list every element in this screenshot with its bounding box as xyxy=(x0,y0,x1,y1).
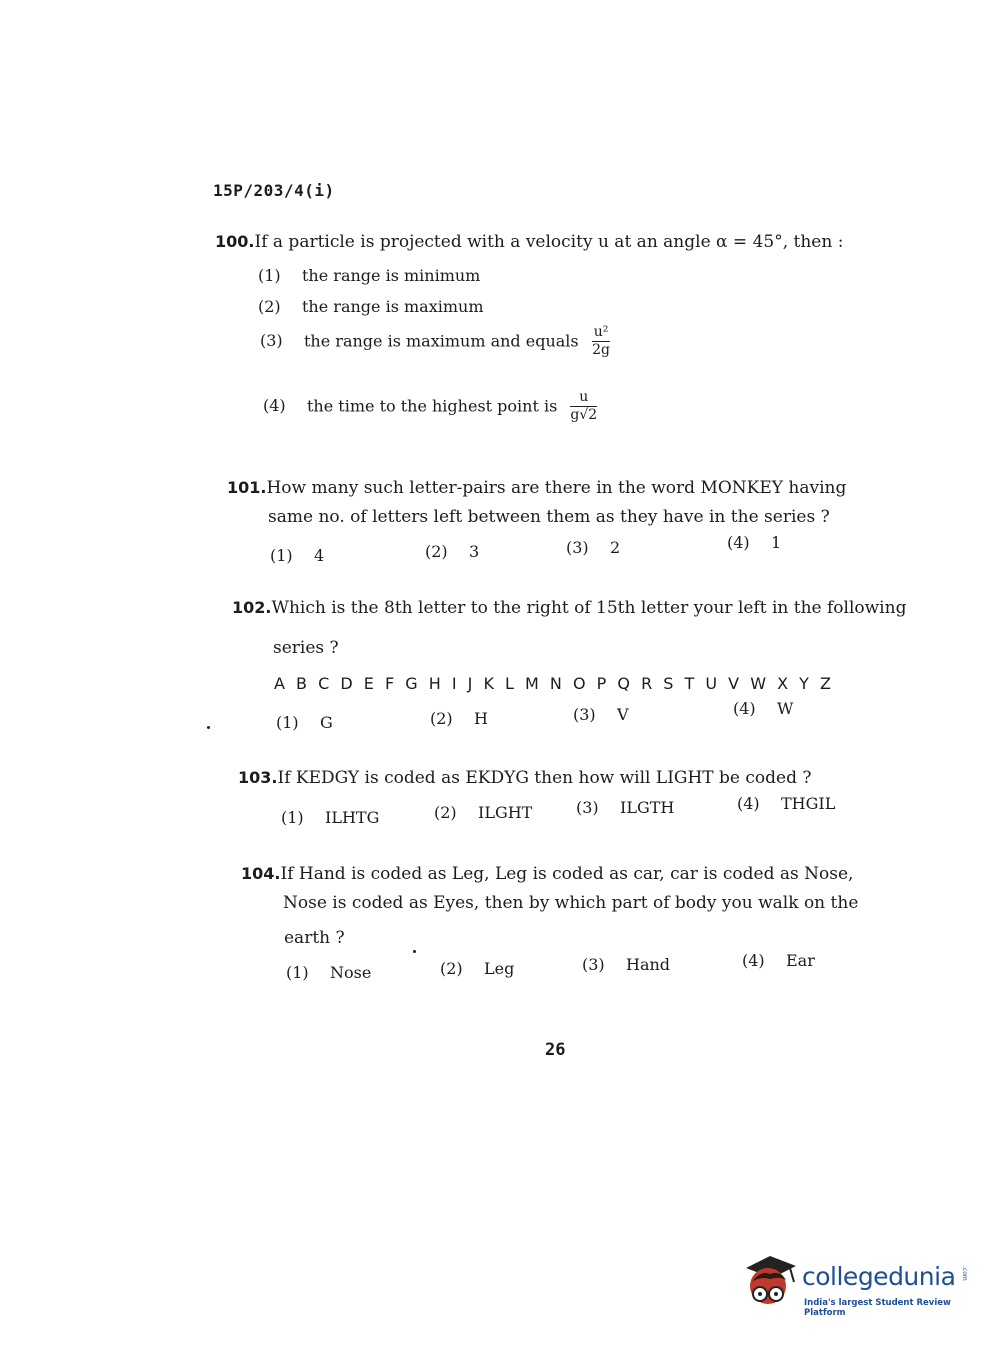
option-text: the range is minimum xyxy=(302,266,481,285)
option-text: ILGHT xyxy=(478,803,533,822)
option-text: the range is maximum xyxy=(302,297,484,316)
q103-option-4 xyxy=(737,794,835,813)
q103-option-2 xyxy=(434,803,532,822)
option-number: (2) xyxy=(425,542,448,561)
option-number: (1) xyxy=(276,713,299,732)
option-number: (2) xyxy=(258,297,281,316)
q101-option-4 xyxy=(727,533,781,552)
option-text: the range is maximum and equals xyxy=(304,331,579,351)
option-number: (3) xyxy=(566,538,589,557)
option-text: 2 xyxy=(610,538,621,557)
option-number: (4) xyxy=(263,396,286,416)
fraction-u-over-g-root2 xyxy=(570,390,597,424)
option-text: H xyxy=(474,709,488,728)
option-number: (2) xyxy=(434,803,457,822)
option-number: (3) xyxy=(582,955,605,974)
option-text: W xyxy=(777,699,794,718)
option-text: 1 xyxy=(771,533,782,552)
question-text-line-1: If Hand is coded as Leg, Leg is coded as car, car is coded as Nose, xyxy=(280,864,854,884)
fraction-denominator: g√2 xyxy=(570,407,598,424)
fraction-denominator: 2g xyxy=(592,342,610,359)
q102-option-4 xyxy=(733,699,793,718)
option-text: G xyxy=(320,713,333,732)
print-speck xyxy=(207,726,210,729)
q104-option-3 xyxy=(582,955,670,974)
question-text: If a particle is projected with a velocity u at an angle α = 45°, then : xyxy=(254,232,844,252)
option-text: Hand xyxy=(626,955,671,974)
q100-option-1 xyxy=(258,266,480,285)
option-text: Ear xyxy=(786,951,815,970)
option-text: Leg xyxy=(484,959,515,978)
q104-option-1 xyxy=(286,963,371,982)
alphabet-series: A B C D E F G H I J K L M N O P Q R S T U V W X Y Z xyxy=(274,674,834,693)
q102-option-3 xyxy=(573,705,629,724)
question-102 xyxy=(232,598,906,618)
q103-option-3 xyxy=(576,798,674,817)
option-text: V xyxy=(617,705,629,724)
question-text-line-2: series ? xyxy=(273,638,339,658)
logo-wordmark: collegedunia xyxy=(802,1262,956,1291)
question-101 xyxy=(227,478,846,498)
q103-option-1 xyxy=(281,808,379,827)
question-number: 101. xyxy=(227,478,267,497)
question-number: 104. xyxy=(241,864,281,883)
question-text-line-2: same no. of letters left between them as they have in the series ? xyxy=(268,507,830,527)
option-text: ILHTG xyxy=(325,808,380,827)
q101-option-2 xyxy=(425,542,479,561)
q104-option-2 xyxy=(440,959,514,978)
logo-tagline: India's largest Student Review Platform xyxy=(804,1298,951,1318)
option-number: (1) xyxy=(258,266,281,285)
collegedunia-logo xyxy=(740,1252,970,1322)
option-text: ILGTH xyxy=(620,798,675,817)
print-speck xyxy=(413,950,416,953)
question-104 xyxy=(241,864,853,884)
q101-option-3 xyxy=(566,538,620,557)
option-number: (2) xyxy=(430,709,453,728)
q102-option-1 xyxy=(276,713,333,732)
mascot-icon xyxy=(740,1252,800,1314)
option-number: (4) xyxy=(733,699,756,718)
option-text: THGIL xyxy=(781,794,836,813)
q100-option-4 xyxy=(263,390,597,424)
question-number: 103. xyxy=(238,768,278,787)
question-text-line-2: Nose is coded as Eyes, then by which part of body you walk on the xyxy=(283,893,859,913)
q101-option-1 xyxy=(270,546,324,565)
option-number: (1) xyxy=(270,546,293,565)
question-text-line-3: earth ? xyxy=(284,928,345,948)
q104-option-4 xyxy=(742,951,815,970)
option-number: (3) xyxy=(573,705,596,724)
paper-code: 15P/203/4(i) xyxy=(213,181,335,200)
q100-option-3 xyxy=(260,325,610,359)
option-number: (4) xyxy=(742,951,765,970)
question-number: 100. xyxy=(215,232,255,251)
option-number: (4) xyxy=(727,533,750,552)
q100-option-2 xyxy=(258,297,484,316)
option-number: (1) xyxy=(286,963,309,982)
option-number: (4) xyxy=(737,794,760,813)
logo-suffix: .com xyxy=(961,1266,968,1281)
option-number: (2) xyxy=(440,959,463,978)
question-103 xyxy=(238,768,812,788)
option-number: (3) xyxy=(260,331,283,351)
option-text: Nose xyxy=(330,963,372,982)
question-text: If KEDGY is coded as EKDYG then how will LIGHT be coded ? xyxy=(277,768,812,788)
option-text: 4 xyxy=(314,546,325,565)
option-number: (3) xyxy=(576,798,599,817)
option-text: the time to the highest point is xyxy=(307,396,558,416)
page-number: 26 xyxy=(545,1040,566,1060)
fraction-numerator: u xyxy=(570,390,597,407)
question-number: 102. xyxy=(232,598,272,617)
question-text-line-1: Which is the 8th letter to the right of 15th letter your left in the following xyxy=(271,598,907,618)
question-100 xyxy=(215,232,843,252)
fraction-numerator: u² xyxy=(592,325,611,342)
q102-option-2 xyxy=(430,709,488,728)
option-text: 3 xyxy=(469,542,480,561)
question-text-line-1: How many such letter-pairs are there in the word MONKEY having xyxy=(266,478,847,498)
option-number: (1) xyxy=(281,808,304,827)
fraction-u2-over-2g xyxy=(592,325,611,359)
